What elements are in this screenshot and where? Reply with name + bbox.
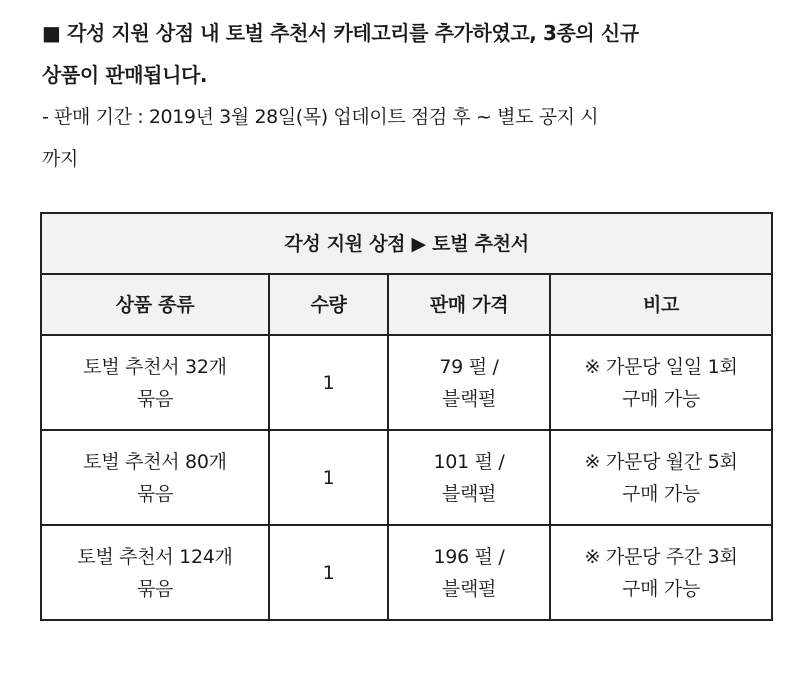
note-limit: ※ 가문당 월간 5회 (584, 450, 738, 473)
price-currency: 블랙펄 (441, 387, 497, 410)
qty-cell: 1 (269, 525, 388, 620)
note-cell (550, 335, 772, 430)
item-name: 토벌 추천서 32개 (83, 355, 227, 378)
sale-period-line: - 판매 기간 : 2019년 3월 28일(목) 업데이트 점검 후 ~ 별도 공지 시 (42, 106, 599, 128)
sale-period (42, 96, 772, 180)
table-header-row (41, 274, 772, 335)
item-cell (41, 525, 269, 620)
table-title: 각성 지원 상점 ▶ 토벌 추천서 (41, 213, 772, 274)
column-header-note: 비고 (550, 274, 772, 335)
column-header-qty: 수량 (269, 274, 388, 335)
price-amount: 101 펄 / (433, 450, 505, 473)
note-cell (550, 430, 772, 525)
note-limit: ※ 가문당 주간 3회 (584, 545, 738, 568)
headline-line: 상품이 판매됩니다. (42, 63, 208, 87)
price-cell (388, 525, 550, 620)
price-currency: 블랙펄 (441, 482, 497, 505)
headline-line: ■ 각성 지원 상점 내 토벌 추천서 카테고리를 추가하였고, 3종의 신규 (42, 21, 639, 45)
note-availability: 구매 가능 (622, 387, 700, 410)
price-cell (388, 335, 550, 430)
note-availability: 구매 가능 (622, 482, 700, 505)
notice-section (42, 12, 772, 180)
item-cell (41, 335, 269, 430)
item-name: 토벌 추천서 80개 (83, 450, 227, 473)
note-cell (550, 525, 772, 620)
price-amount: 79 펄 / (439, 355, 499, 378)
sale-period-line: 까지 (42, 148, 78, 170)
price-cell (388, 430, 550, 525)
item-unit: 묶음 (136, 387, 174, 410)
item-unit: 묶음 (136, 482, 174, 505)
table-row (41, 525, 772, 620)
column-header-price: 판매 가격 (388, 274, 550, 335)
headline (42, 12, 772, 96)
item-name: 토벌 추천서 124개 (77, 545, 233, 568)
item-cell (41, 430, 269, 525)
table-title-row (41, 213, 772, 274)
price-amount: 196 펄 / (433, 545, 505, 568)
qty-cell: 1 (269, 335, 388, 430)
price-currency: 블랙펄 (441, 577, 497, 600)
table-row (41, 430, 772, 525)
column-header-item: 상품 종류 (41, 274, 269, 335)
note-limit: ※ 가문당 일일 1회 (584, 355, 738, 378)
qty-cell: 1 (269, 430, 388, 525)
item-unit: 묶음 (136, 577, 174, 600)
note-availability: 구매 가능 (622, 577, 700, 600)
table-row (41, 335, 772, 430)
shop-table (40, 212, 773, 621)
